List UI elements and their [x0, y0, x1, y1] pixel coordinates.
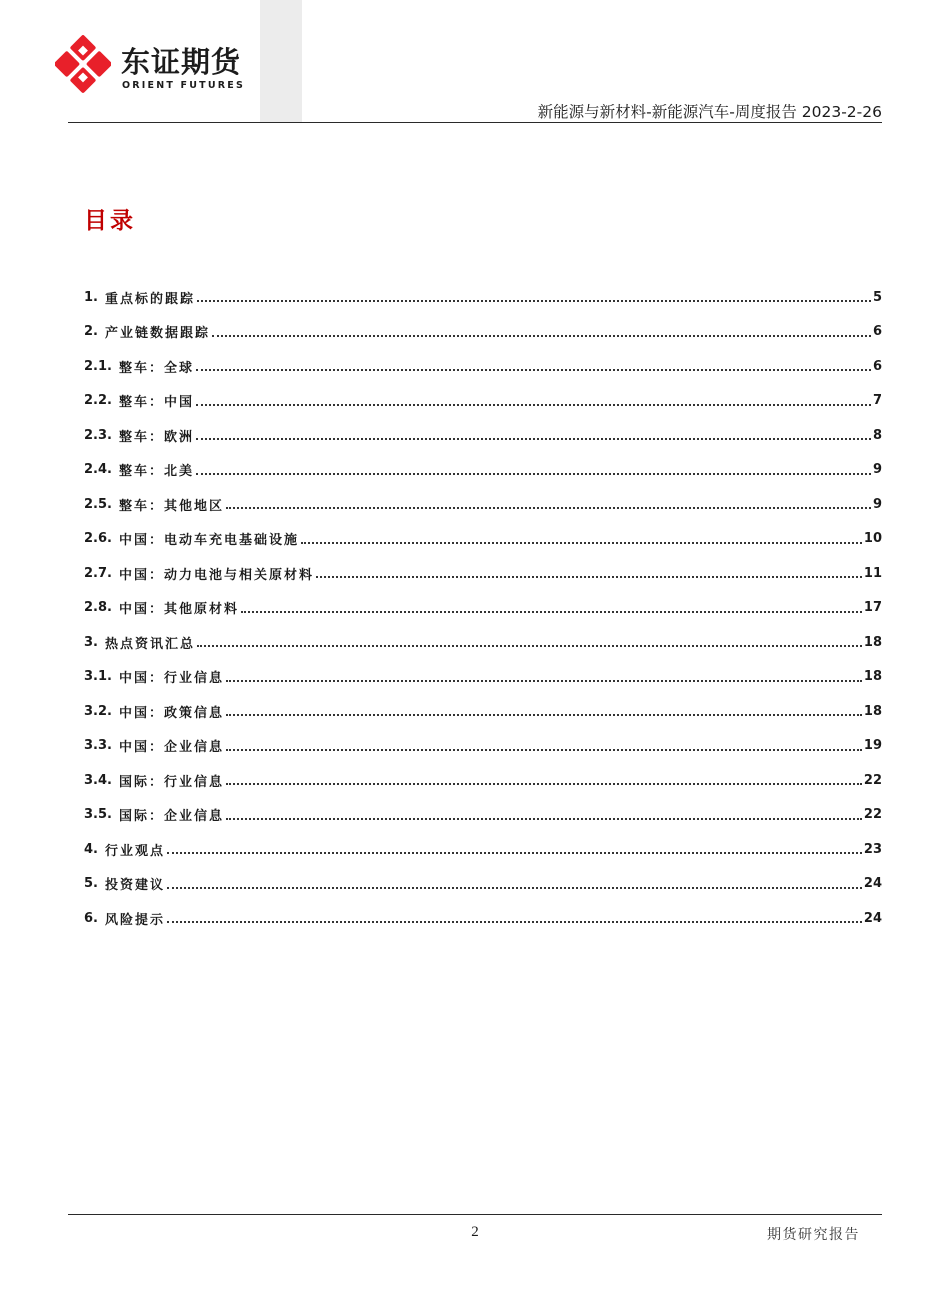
- toc-entry-number: 2.1.: [84, 358, 112, 374]
- toc-entry-page: 18: [863, 703, 882, 719]
- toc-entry-number: 3.1.: [84, 669, 112, 685]
- toc-entry-page: 18: [863, 634, 882, 650]
- toc-entry-label: 行业观点: [104, 843, 165, 859]
- toc-entry-label: 整车：其他地区: [118, 498, 224, 514]
- toc-entry-page: 6: [872, 324, 882, 340]
- table-of-contents: [84, 280, 882, 936]
- toc-entry-number: 3.3.: [84, 738, 112, 754]
- toc-entry[interactable]: [84, 867, 882, 902]
- toc-entry-label: 投资建议: [104, 878, 165, 894]
- toc-entry-page: 9: [872, 462, 882, 478]
- toc-entry-label: 国际：行业信息: [118, 774, 224, 790]
- toc-dot-leader: [196, 404, 871, 406]
- toc-entry-number: 3.2.: [84, 703, 112, 719]
- company-logo: [55, 34, 255, 94]
- toc-entry[interactable]: [84, 418, 882, 453]
- toc-entry-label: 中国：动力电池与相关原材料: [118, 567, 314, 583]
- toc-dot-leader: [226, 507, 871, 509]
- toc-entry-label: 中国：企业信息: [118, 740, 224, 756]
- toc-entry[interactable]: [84, 487, 882, 522]
- toc-dot-leader: [167, 921, 862, 923]
- toc-dot-leader: [196, 473, 871, 475]
- toc-entry[interactable]: [84, 280, 882, 315]
- toc-entry-number: 6.: [84, 910, 98, 926]
- toc-entry-label: 国际：企业信息: [118, 809, 224, 825]
- toc-dot-leader: [301, 542, 862, 544]
- toc-entry-number: 3.: [84, 634, 98, 650]
- toc-entry-number: 2.: [84, 324, 98, 340]
- toc-entry-number: 2.4.: [84, 462, 112, 478]
- footer-report-type: 期货研究报告: [767, 1227, 860, 1243]
- toc-entry-label: 整车：中国: [118, 395, 194, 411]
- toc-entry-page: 23: [863, 841, 882, 857]
- toc-entry[interactable]: [84, 832, 882, 867]
- toc-entry-label: 整车：欧洲: [118, 429, 194, 445]
- toc-entry-number: 2.7.: [84, 565, 112, 581]
- report-header-title: 新能源与新材料-新能源汽车-周度报告 2023-2-26: [537, 103, 882, 121]
- toc-entry-number: 5.: [84, 876, 98, 892]
- header-gray-band: [260, 0, 302, 122]
- toc-entry-page: 22: [863, 807, 882, 823]
- toc-entry-page: 24: [863, 910, 882, 926]
- toc-entry-label: 中国：其他原材料: [118, 602, 239, 618]
- toc-entry[interactable]: [84, 901, 882, 936]
- toc-entry-label: 中国：政策信息: [118, 705, 224, 721]
- toc-entry-page: 9: [872, 496, 882, 512]
- toc-dot-leader: [196, 438, 871, 440]
- toc-entry-number: 2.8.: [84, 600, 112, 616]
- toc-entry[interactable]: [84, 660, 882, 695]
- toc-entry-label: 重点标的跟踪: [104, 291, 195, 307]
- toc-dot-leader: [226, 783, 862, 785]
- toc-entry[interactable]: [84, 729, 882, 764]
- toc-entry-label: 热点资讯汇总: [104, 636, 195, 652]
- toc-entry-page: 11: [863, 565, 882, 581]
- toc-entry[interactable]: [84, 315, 882, 350]
- toc-dot-leader: [212, 335, 871, 337]
- toc-dot-leader: [316, 576, 862, 578]
- toc-entry[interactable]: [84, 763, 882, 798]
- toc-heading: 目录: [84, 207, 136, 234]
- toc-entry-page: 8: [872, 427, 882, 443]
- toc-entry[interactable]: [84, 625, 882, 660]
- toc-entry[interactable]: [84, 694, 882, 729]
- page-number: 2: [471, 1224, 479, 1240]
- toc-dot-leader: [226, 818, 862, 820]
- toc-dot-leader: [196, 369, 871, 371]
- toc-entry-number: 3.5.: [84, 807, 112, 823]
- toc-entry[interactable]: [84, 384, 882, 419]
- toc-entry[interactable]: [84, 591, 882, 626]
- toc-entry-number: 3.4.: [84, 772, 112, 788]
- toc-entry-page: 18: [863, 669, 882, 685]
- header-divider: [68, 122, 882, 123]
- logo-chinese-name: 东证期货: [121, 45, 242, 79]
- toc-entry[interactable]: [84, 798, 882, 833]
- toc-entry-page: 24: [863, 876, 882, 892]
- toc-dot-leader: [226, 714, 862, 716]
- toc-dot-leader: [226, 749, 862, 751]
- toc-entry[interactable]: [84, 349, 882, 384]
- logo-english-name: ORIENT FUTURES: [122, 80, 245, 91]
- toc-dot-leader: [197, 300, 871, 302]
- toc-entry-page: 22: [863, 772, 882, 788]
- toc-dot-leader: [167, 887, 862, 889]
- toc-entry-page: 7: [872, 393, 882, 409]
- toc-entry[interactable]: [84, 522, 882, 557]
- toc-entry-label: 中国：电动车充电基础设施: [118, 533, 299, 549]
- toc-entry-number: 4.: [84, 841, 98, 857]
- toc-entry-number: 2.3.: [84, 427, 112, 443]
- toc-entry-page: 6: [872, 358, 882, 374]
- orient-futures-logo-icon: [55, 34, 111, 94]
- toc-entry-page: 19: [863, 738, 882, 754]
- toc-entry-page: 5: [872, 289, 882, 305]
- toc-entry-label: 整车：北美: [118, 464, 194, 480]
- toc-dot-leader: [167, 852, 862, 854]
- toc-entry[interactable]: [84, 556, 882, 591]
- toc-entry-page: 10: [863, 531, 882, 547]
- toc-entry-label: 产业链数据跟踪: [104, 326, 210, 342]
- toc-dot-leader: [241, 611, 862, 613]
- toc-entry-label: 中国：行业信息: [118, 671, 224, 687]
- toc-entry-page: 17: [863, 600, 882, 616]
- toc-entry-label: 整车：全球: [118, 360, 194, 376]
- toc-entry-number: 2.2.: [84, 393, 112, 409]
- footer-divider: [68, 1214, 882, 1215]
- toc-entry-label: 风险提示: [104, 912, 165, 928]
- toc-entry[interactable]: [84, 453, 882, 488]
- toc-entry-number: 2.6.: [84, 531, 112, 547]
- toc-dot-leader: [226, 680, 862, 682]
- toc-entry-number: 2.5.: [84, 496, 112, 512]
- toc-entry-number: 1.: [84, 289, 98, 305]
- toc-dot-leader: [197, 645, 862, 647]
